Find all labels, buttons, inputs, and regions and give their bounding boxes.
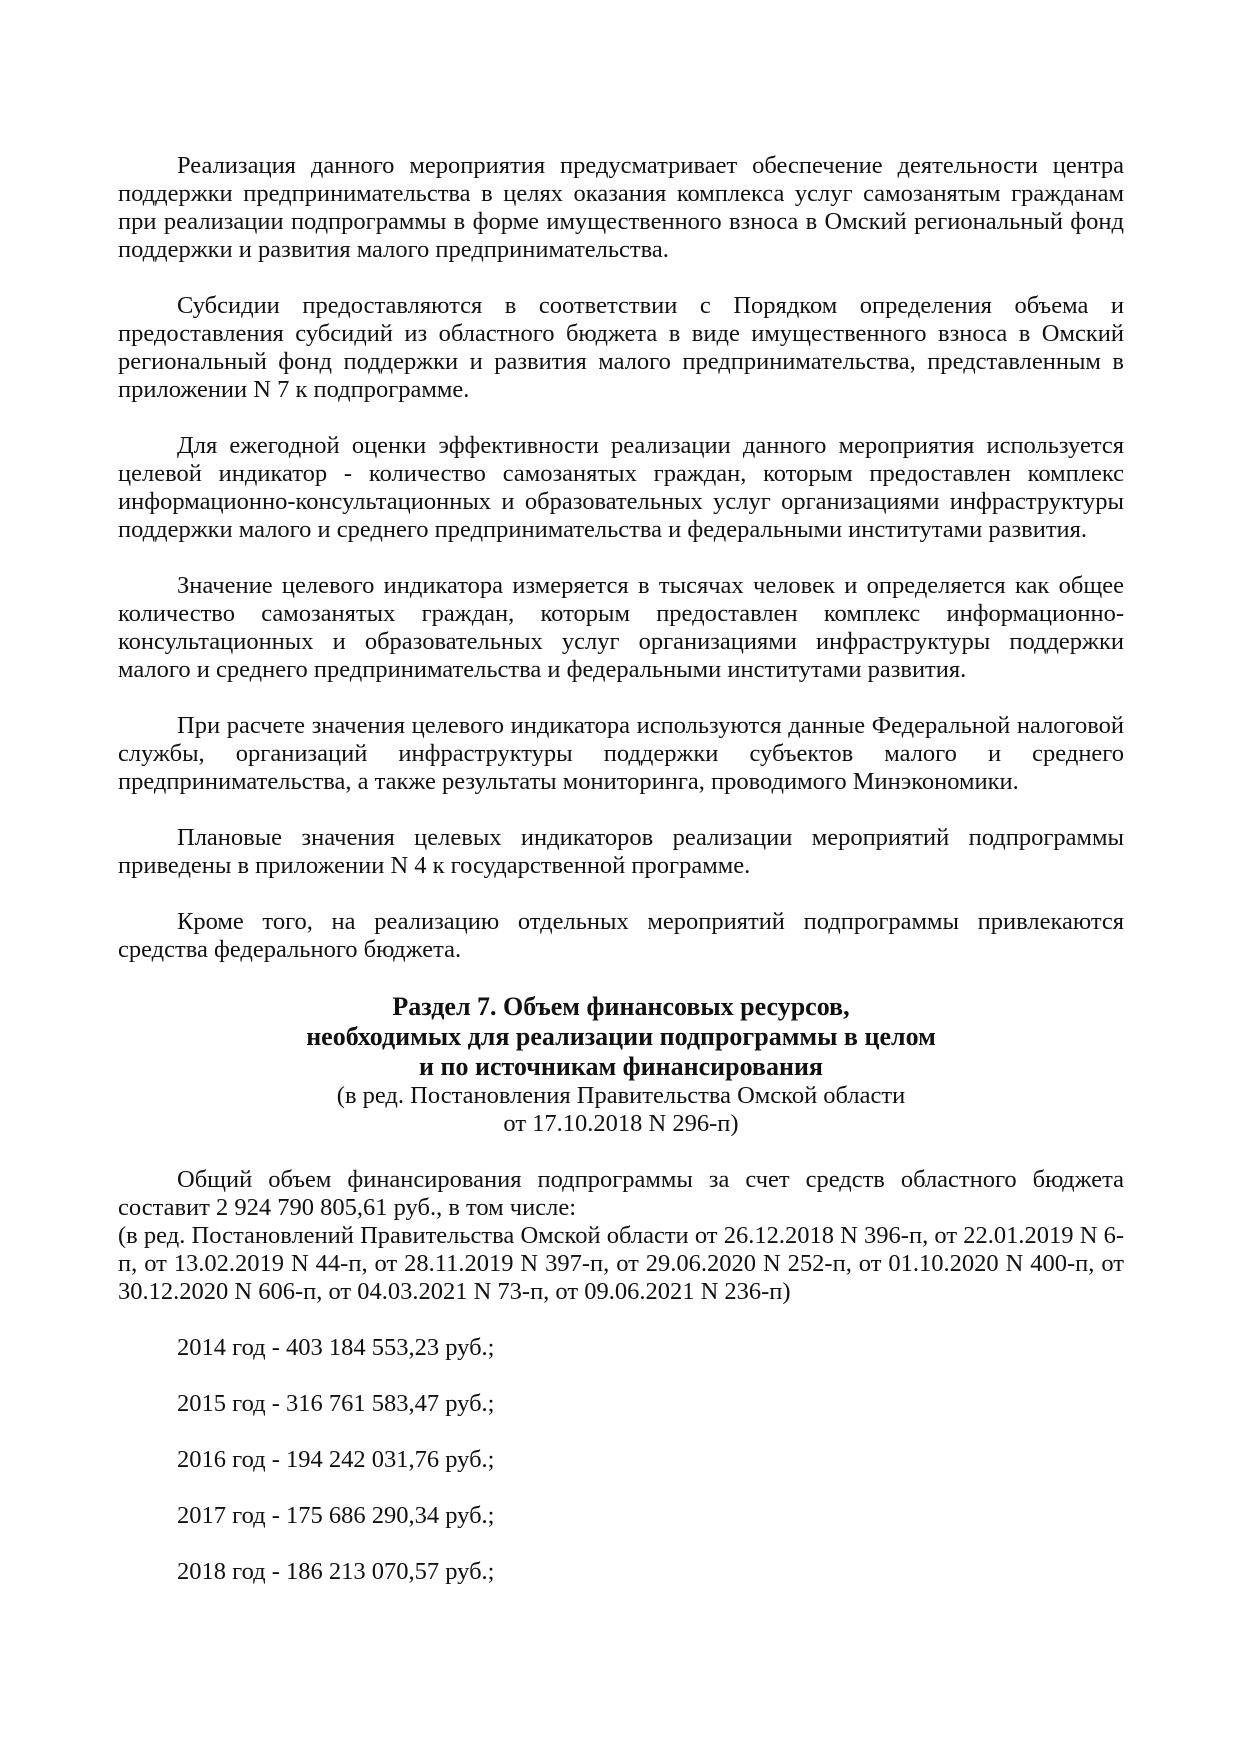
section-heading-line-2: необходимых для реализации подпрограммы в целом xyxy=(306,1022,936,1051)
paragraph-indicator-value: Значение целевого индикатора измеряется в тысячах человек и определяется как общее количество самозанятых граждан, которым предоставлен комплекс информационно-консультационных и образовательных услуг организациями инфраструктуры поддержки малого и среднего предпринимательства и федеральными институтами развития. xyxy=(118,572,1124,683)
paragraph-indicator-calculation: При расчете значения целевого индикатора используются данные Федеральной налоговой службы, организаций инфраструктуры поддержки субъектов малого и среднего предпринимательства, а также результаты мониторинга, проводимого Минэкономики. xyxy=(118,712,1124,795)
paragraph-federal-budget: Кроме того, на реализацию отдельных мероприятий подпрограммы привлекаются средства федерального бюджета. xyxy=(118,908,1124,963)
financing-by-year-list xyxy=(118,1334,1124,1614)
paragraph-center-support: Реализация данного мероприятия предусматривает обеспечение деятельности центра поддержки предпринимательства в целях оказания комплекса услуг самозанятым гражданам при реализации подпрограммы в форме имущественного взноса в Омский региональный фонд поддержки и развития малого предпринимательства. xyxy=(118,152,1124,263)
document-body xyxy=(118,152,1124,1614)
list-item-year-2015: 2015 год - 316 761 583,47 руб.; xyxy=(177,1390,495,1417)
section-edit-note xyxy=(118,1082,1124,1138)
section-heading xyxy=(118,992,1124,1082)
financing-edit-note: (в ред. Постановлений Правительства Омской области от 26.12.2018 N 396-п, от 22.01.2019 N 6-п, от 13.02.2019 N 44-п, от 28.11.2019 N 397-п, от 29.06.2020 N 252-п, от 01.10.2020 N 400-п, от 30.12.2020 N 606-п, от 04.03.2021 N 73-п, от 09.06.2021 N 236-п) xyxy=(118,1222,1124,1305)
list-item-year-2018: 2018 год - 186 213 070,57 руб.; xyxy=(177,1558,495,1585)
section-heading-line-1: Раздел 7. Объем финансовых ресурсов, xyxy=(392,992,850,1021)
section-7 xyxy=(118,992,1124,1614)
section-heading-line-3: и по источникам финансирования xyxy=(419,1052,823,1081)
section-edit-note-line-2: от 17.10.2018 N 296-п) xyxy=(503,1110,739,1137)
paragraph-planned-values: Плановые значения целевых индикаторов реализации мероприятий подпрограммы приведены в приложении N 4 к государственной программе. xyxy=(118,824,1124,879)
paragraph-evaluation-indicator: Для ежегодной оценки эффективности реализации данного мероприятия используется целевой индикатор - количество самозанятых граждан, которым предоставлен комплекс информационно-консультационных и образовательных услуг организациями инфраструктуры поддержки малого и среднего предпринимательства и федеральными институтами развития. xyxy=(118,432,1124,543)
section-edit-note-line-1: (в ред. Постановления Правительства Омской области xyxy=(336,1082,906,1109)
list-item-year-2017: 2017 год - 175 686 290,34 руб.; xyxy=(177,1502,495,1529)
paragraph-total-financing: Общий объем финансирования подпрограммы за счет средств областного бюджета составит 2 924 790 805,61 руб., в том числе: xyxy=(118,1166,1124,1221)
list-item-year-2016: 2016 год - 194 242 031,76 руб.; xyxy=(177,1446,495,1473)
paragraph-subsidies: Субсидии предоставляются в соответствии с Порядком определения объема и предоставления субсидий из областного бюджета в виде имущественного взноса в Омский региональный фонд поддержки и развития малого предпринимательства, представленным в приложении N 7 к подпрограмме. xyxy=(118,292,1124,403)
list-item-year-2014: 2014 год - 403 184 553,23 руб.; xyxy=(177,1334,495,1361)
